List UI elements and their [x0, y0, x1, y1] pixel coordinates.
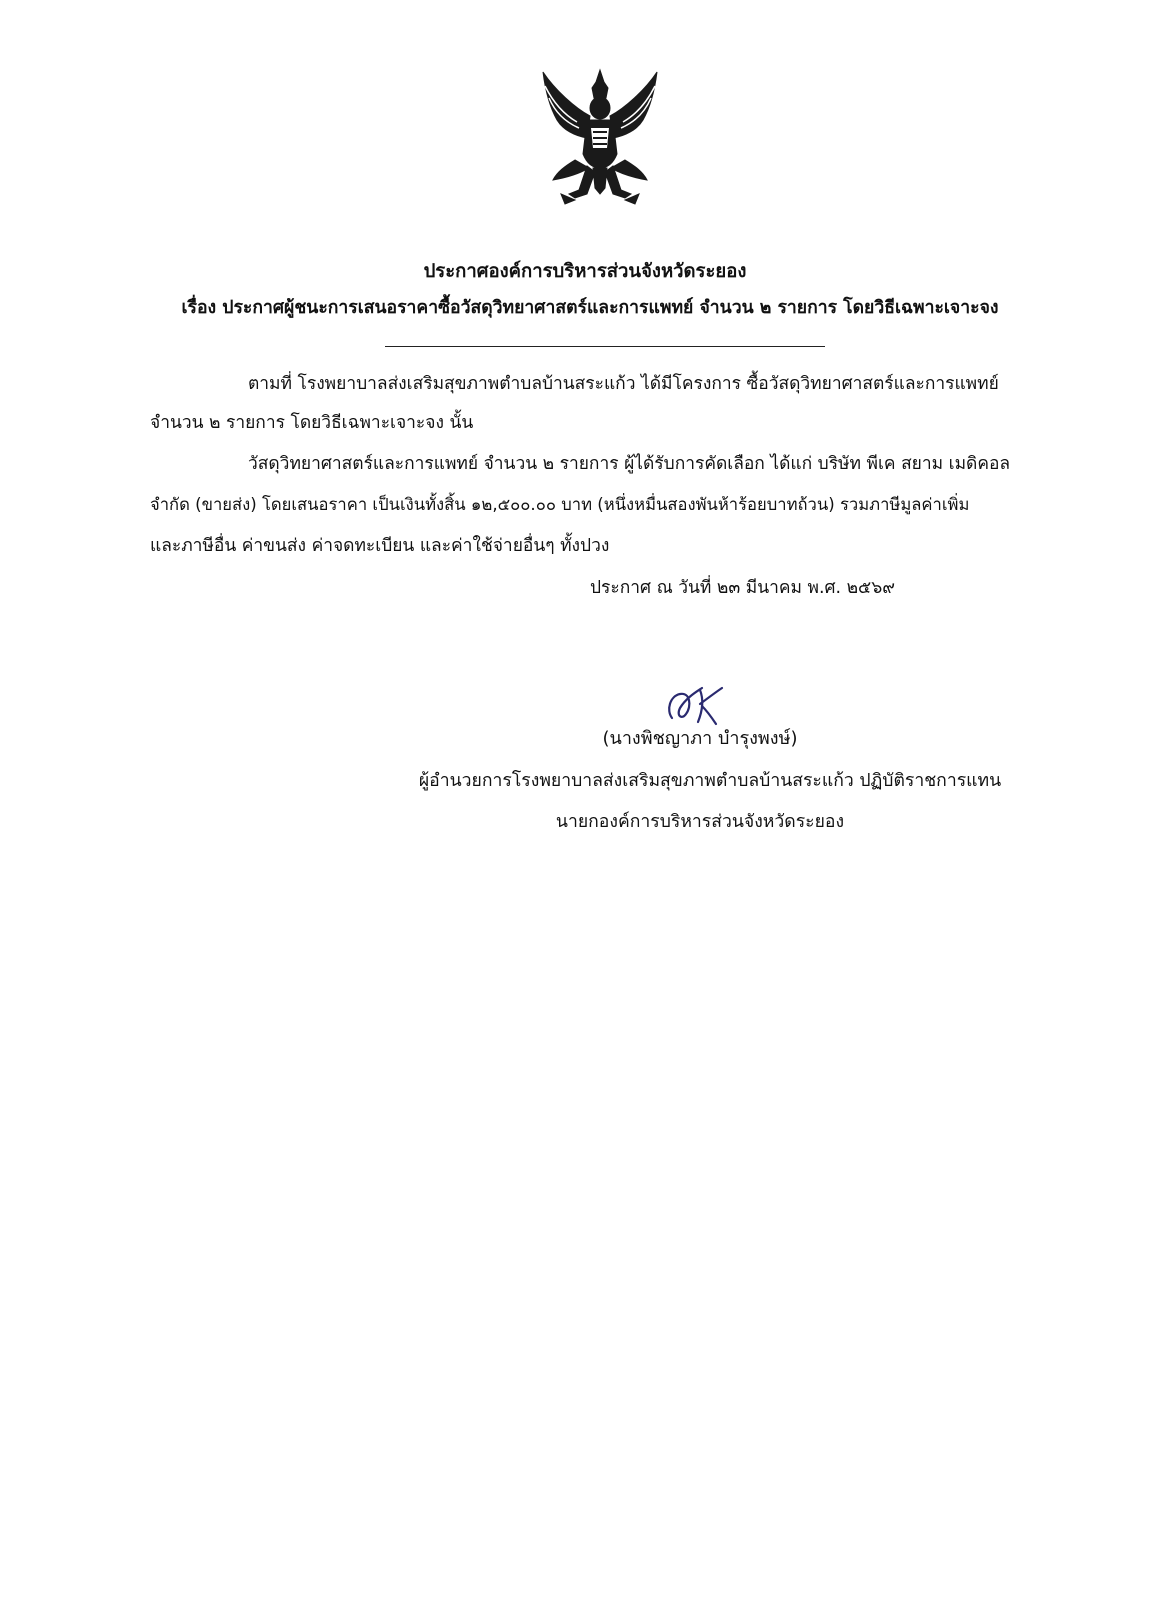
- paragraph-2-line-3: และภาษีอื่น ค่าขนส่ง ค่าจดทะเบียน และค่าใช้จ่ายอื่นๆ ทั้งปวง: [150, 536, 610, 556]
- document-title: ประกาศองค์การบริหารส่วนจังหวัดระยอง: [423, 261, 747, 282]
- paragraph-1-line-1: ตามที่ โรงพยาบาลส่งเสริมสุขภาพตำบลบ้านสระแก้ว ได้มีโครงการ ซื้อวัสดุวิทยาศาสตร์และการแพทย์: [248, 374, 999, 394]
- signatory-position-line-2: นายกองค์การบริหารส่วนจังหวัดระยอง: [555, 812, 845, 832]
- paragraph-1-line-2: จำนวน ๒ รายการ โดยวิธีเฉพาะเจาะจง นั้น: [150, 413, 474, 433]
- signatory-position-line-1: ผู้อำนวยการโรงพยาบาลส่งเสริมสุขภาพตำบลบ้านสระแก้ว ปฏิบัติราชการแทน: [418, 771, 1002, 791]
- paragraph-2-line-2: จำกัด (ขายส่ง) โดยเสนอราคา เป็นเงินทั้งสิ้น ๑๒,๕๐๐.๐๐ บาท (หนึ่งหมื่นสองพันห้าร้อยบาทถ้วน) รวมภาษีมูลค่าเพิ่ม: [150, 495, 970, 514]
- heading-divider: [385, 346, 825, 347]
- handwritten-signature-icon: [662, 680, 732, 730]
- signatory-name: (นางพิชญาภา บำรุงพงษ์): [602, 728, 798, 749]
- document-subject: เรื่อง ประกาศผู้ชนะการเสนอราคาซื้อวัสดุวิทยาศาสตร์และการแพทย์ จำนวน ๒ รายการ โดยวิธีเฉพาะเจาะจง: [181, 298, 999, 318]
- garuda-emblem-icon: [535, 68, 665, 208]
- announcement-date: ประกาศ ณ วันที่ ๒๓ มีนาคม พ.ศ. ๒๕๖๙: [590, 578, 895, 598]
- paragraph-2-line-1: วัสดุวิทยาศาสตร์และการแพทย์ จำนวน ๒ รายการ ผู้ได้รับการคัดเลือก ได้แก่ บริษัท พีเค สยาม เมดิคอล: [248, 454, 1011, 474]
